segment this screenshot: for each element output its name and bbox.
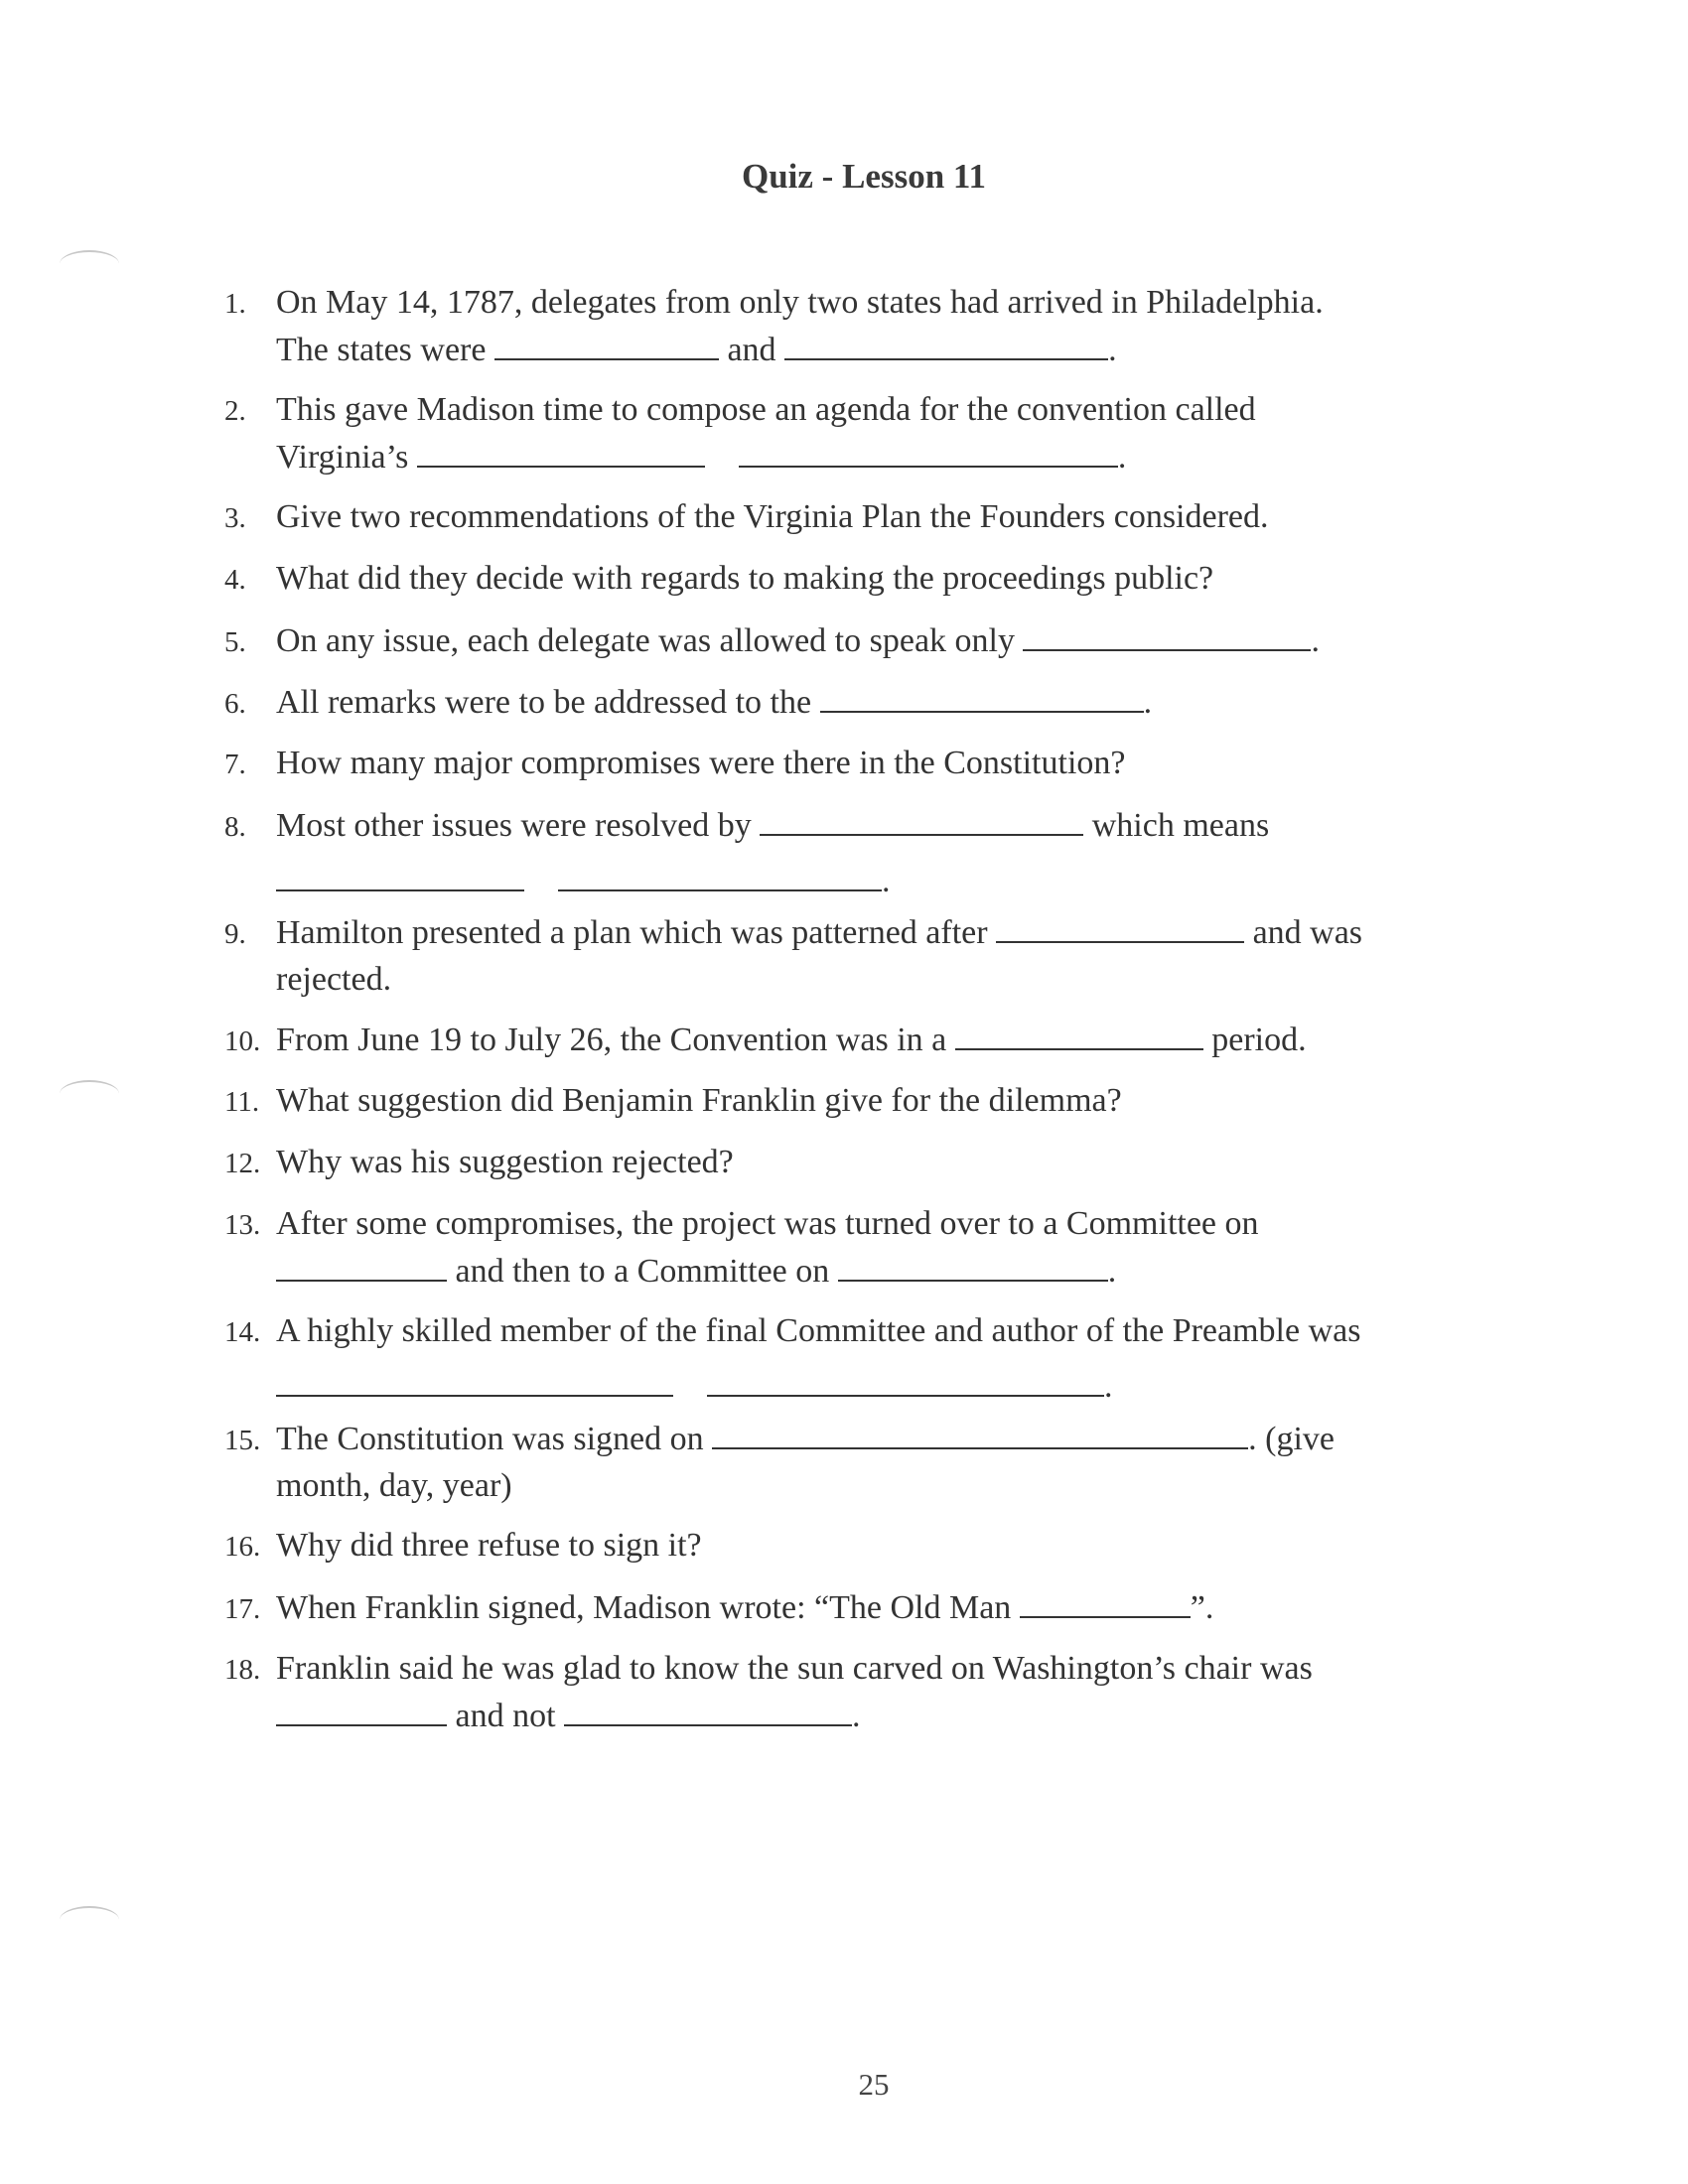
question-number: 18. [224,1654,261,1686]
question-text: When Franklin signed, Madison wrote: “The Old Man [276,1589,1012,1626]
answer-blank[interactable] [739,434,1118,468]
question-text: On any issue, each delegate was allowed to speak only [276,622,1015,659]
question-9 [224,909,1515,1003]
question-text: . [1117,439,1127,476]
answer-blank[interactable] [712,1416,1248,1449]
question-text: and then to a Committee on [455,1253,830,1290]
binder-hole-mark [60,1080,119,1108]
question-text: Give two recommendations of the Virginia Plan the Founders considered. [276,498,1269,535]
question-4 [224,556,1515,603]
question-number: 13. [224,1209,261,1241]
question-text: and was [1252,914,1363,951]
question-13 [224,1201,1515,1295]
question-text: period. [1211,1022,1307,1058]
answer-blank[interactable] [494,327,719,360]
question-number: 9. [224,918,246,950]
question-text: On May 14, 1787, delegates from only two states had arrived in Philadelphia. [276,284,1324,321]
question-text: Why was his suggestion rejected? [276,1144,734,1180]
answer-blank[interactable] [276,1363,673,1397]
question-11 [224,1078,1515,1125]
question-text: Hamilton presented a plan which was patterned after [276,914,988,951]
question-text: . (give [1248,1421,1336,1457]
question-7 [224,741,1515,787]
answer-blank[interactable] [276,858,524,891]
question-text: rejected. [276,961,392,998]
question-number: 2. [224,395,246,427]
question-text: The states were [276,332,487,368]
question-number: 12. [224,1148,261,1179]
question-8 [224,802,1515,904]
binder-hole-mark [60,250,119,278]
answer-blank[interactable] [558,858,882,891]
question-text: Most other issues were resolved by [276,807,752,844]
answer-blank[interactable] [820,679,1144,713]
question-number: 16. [224,1531,261,1563]
question-number: 17. [224,1593,261,1625]
answer-blank[interactable] [417,434,705,468]
question-text: . [1104,1368,1113,1405]
answer-blank[interactable] [760,802,1083,836]
question-text: Virginia’s [276,439,409,476]
question-text: What suggestion did Benjamin Franklin give for the dilemma? [276,1082,1122,1119]
question-12 [224,1140,1515,1186]
question-17 [224,1584,1515,1632]
answer-blank[interactable] [996,909,1244,943]
question-text: ”. [1190,1589,1214,1626]
page-number: 25 [858,2067,890,2102]
question-text: What did they decide with regards to making the proceedings public? [276,560,1214,597]
question-number: 10. [224,1025,261,1057]
answer-blank[interactable] [1020,1584,1191,1618]
question-text: All remarks were to be addressed to the [276,684,812,721]
answer-blank[interactable] [276,1248,447,1282]
answer-blank[interactable] [1023,617,1311,651]
question-number: 15. [224,1425,261,1456]
question-number: 8. [224,811,246,843]
quiz-title: Quiz - Lesson 11 [741,157,986,196]
binder-hole-mark [60,1906,119,1934]
answer-blank[interactable] [838,1248,1108,1282]
question-text: This gave Madison time to compose an agenda for the convention called [276,391,1256,428]
question-text: After some compromises, the project was turned over to a Committee on [276,1205,1259,1242]
answer-blank[interactable] [784,327,1108,360]
question-18 [224,1646,1515,1739]
question-1 [224,280,1515,373]
question-text: From June 19 to July 26, the Convention was in a [276,1022,947,1058]
answer-blank[interactable] [276,1693,447,1726]
question-14 [224,1308,1515,1410]
question-text: . [882,863,891,899]
question-text: and not [455,1698,556,1734]
question-16 [224,1523,1515,1570]
question-text: . [1143,684,1153,721]
question-5 [224,617,1515,665]
question-text: . [1311,622,1320,659]
question-text: . [1108,332,1117,368]
question-number: 3. [224,502,246,534]
question-number: 7. [224,749,246,780]
question-number: 14. [224,1316,261,1348]
question-number: 4. [224,564,246,596]
question-number: 11. [224,1086,260,1118]
question-text: which means [1091,807,1270,844]
question-number: 1. [224,288,246,320]
question-2 [224,387,1515,480]
question-number: 6. [224,688,246,720]
question-text: How many major compromises were there in the Constitution? [276,745,1126,781]
question-number: 5. [224,626,246,658]
question-text: month, day, year) [276,1467,512,1504]
question-text: . [852,1698,861,1734]
question-6 [224,679,1515,727]
question-text: . [1107,1253,1117,1290]
answer-blank[interactable] [707,1363,1104,1397]
question-10 [224,1017,1515,1064]
answer-blank[interactable] [564,1693,852,1726]
question-text: Franklin said he was glad to know the sun carved on Washington’s chair was [276,1650,1313,1687]
question-text: The Constitution was signed on [276,1421,704,1457]
question-text: A highly skilled member of the final Committee and author of the Preamble was [276,1312,1361,1349]
question-15 [224,1416,1515,1509]
answer-blank[interactable] [955,1017,1203,1050]
question-text: and [727,332,776,368]
question-3 [224,494,1515,541]
question-text: Why did three refuse to sign it? [276,1527,702,1564]
